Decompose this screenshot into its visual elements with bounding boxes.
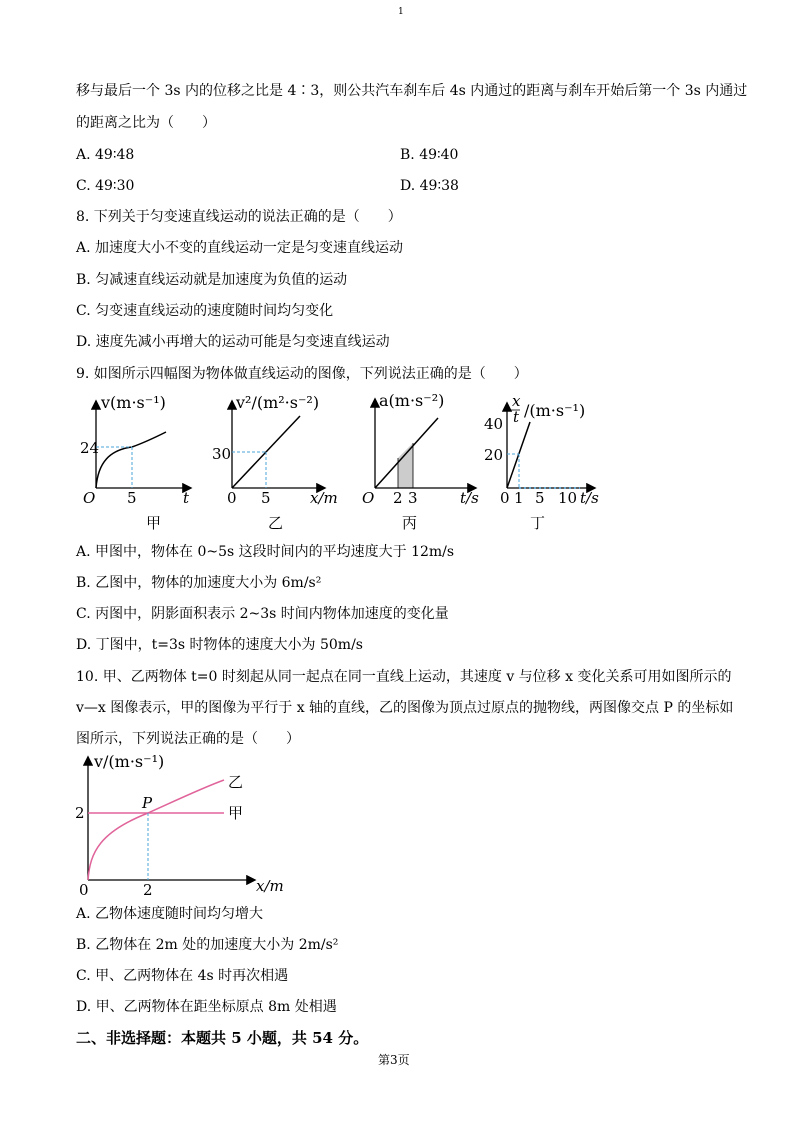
- bing-origin: O: [362, 489, 375, 507]
- jia-xlabel: t: [183, 489, 190, 507]
- yi-ytick: 30: [212, 445, 232, 463]
- graph-ding: [482, 392, 612, 532]
- yi-ylabel: v²/(m²·s⁻²): [236, 393, 320, 412]
- ding-xtick-10: 10: [558, 489, 578, 507]
- bing-caption: 丙: [402, 514, 418, 532]
- q10-option-b: B. 乙物体在 2m 处的加速度大小为 2m/s²: [76, 937, 339, 953]
- q7-option-b: B. 49∶40: [400, 147, 459, 163]
- q9-option-c: C. 丙图中，阴影面积表示 2~3s 时间内物体加速度的变化量: [76, 606, 449, 622]
- ding-origin: 0: [500, 489, 510, 507]
- q9-option-a: A. 甲图中，物体在 0~5s 这段时间内的平均速度大于 12m/s: [76, 544, 455, 560]
- q8-stem: 8. 下列关于匀变速直线运动的说法正确的是（ ）: [76, 209, 402, 225]
- q10-line-3: 图所示，下列说法正确的是（ ）: [76, 731, 300, 747]
- ding-ylabel-den: t: [513, 408, 520, 426]
- q10-option-a: A. 乙物体速度随时间均匀增大: [76, 906, 264, 922]
- ding-ylabel-num: x: [512, 392, 521, 410]
- ding-xtick-5: 5: [535, 489, 545, 507]
- ding-ytick-40: 40: [484, 415, 504, 433]
- q10-point-label: P: [142, 794, 153, 812]
- q7-line-1: 移与最后一个 3s 内的位移之比是 4∶3，则公共汽车刹车后 4s 内通过的距离与刹车开始后第一个 3s 内通过: [76, 83, 748, 99]
- yi-caption: 乙: [268, 514, 284, 532]
- yi-xtick: 5: [261, 489, 271, 507]
- jia-ylabel: v(m·s⁻¹): [101, 393, 166, 412]
- graph-jia: [80, 392, 200, 532]
- ding-xlabel: t/s: [580, 489, 599, 507]
- q10-curve-label-yi: 乙: [228, 773, 244, 791]
- graph-q10: [72, 752, 292, 897]
- q8-option-b: B. 匀减速直线运动就是加速度为负值的运动: [76, 272, 348, 288]
- q10-line-2: v—x 图像表示，甲的图像为平行于 x 轴的直线，乙的图像为顶点过原点的抛物线，两图像交点 P 的坐标如: [76, 700, 734, 716]
- q10-line-label-jia: 甲: [228, 804, 244, 822]
- jia-caption: 甲: [146, 514, 162, 532]
- jia-curve: [96, 432, 166, 488]
- q8-option-d: D. 速度先减小再增大的运动可能是匀变速直线运动: [76, 334, 390, 350]
- q8-option-a: A. 加速度大小不变的直线运动一定是匀变速直线运动: [76, 240, 404, 256]
- q8-option-c: C. 匀变速直线运动的速度随时间均匀变化: [76, 303, 334, 319]
- jia-xtick: 5: [127, 489, 137, 507]
- q10-xlabel: x/m: [256, 877, 284, 895]
- q9-option-d: D. 丁图中，t=3s 时物体的速度大小为 50m/s: [76, 637, 363, 653]
- q9-stem: 9. 如图所示四幅图为物体做直线运动的图像，下列说法正确的是（ ）: [76, 366, 528, 382]
- q10-option-c: C. 甲、乙两物体在 4s 时再次相遇: [76, 968, 289, 984]
- bing-xtick-2: 2: [393, 489, 403, 507]
- jia-ytick: 24: [80, 439, 100, 457]
- bing-shaded-area: [398, 443, 413, 488]
- graph-bing: [360, 392, 490, 532]
- q7-option-a: A. 49∶48: [76, 147, 135, 163]
- q10-ylabel: v/(m·s⁻¹): [94, 752, 165, 771]
- yi-origin: 0: [227, 489, 237, 507]
- q7-option-c: C. 49∶30: [76, 178, 135, 194]
- q10-option-d: D. 甲、乙两物体在距坐标原点 8m 处相遇: [76, 999, 337, 1015]
- q7-option-d: D. 49∶38: [400, 178, 459, 194]
- header-mark: 1: [398, 7, 404, 17]
- ding-ytick-20: 20: [484, 446, 504, 464]
- q10-line-1: 10. 甲、乙两物体 t=0 时刻起从同一起点在同一直线上运动，其速度 v 与位移 x 变化关系可用如图所示的: [76, 669, 732, 685]
- q10-curve-yi: [88, 780, 224, 880]
- q10-xtick: 2: [143, 881, 153, 899]
- ding-xtick-1: 1: [514, 489, 524, 507]
- graph-yi: [212, 392, 352, 532]
- bing-ylabel: a(m·s⁻²): [379, 391, 445, 410]
- section-2-heading: 二、非选择题：本题共 5 小题，共 54 分。: [76, 1029, 369, 1047]
- yi-xlabel: x/m: [310, 489, 338, 507]
- bing-xtick-3: 3: [408, 489, 418, 507]
- jia-origin: O: [83, 489, 96, 507]
- ding-caption: 丁: [530, 514, 546, 532]
- page-footer: 第3页: [378, 1053, 410, 1067]
- q9-option-b: B. 乙图中，物体的加速度大小为 6m/s²: [76, 575, 322, 591]
- q10-origin: 0: [79, 881, 89, 899]
- q10-ytick: 2: [75, 804, 85, 822]
- ding-ylabel-unit: /(m·s⁻¹): [524, 401, 586, 420]
- q7-line-2: 的距离之比为（ ）: [76, 115, 216, 131]
- bing-xlabel: t/s: [460, 489, 479, 507]
